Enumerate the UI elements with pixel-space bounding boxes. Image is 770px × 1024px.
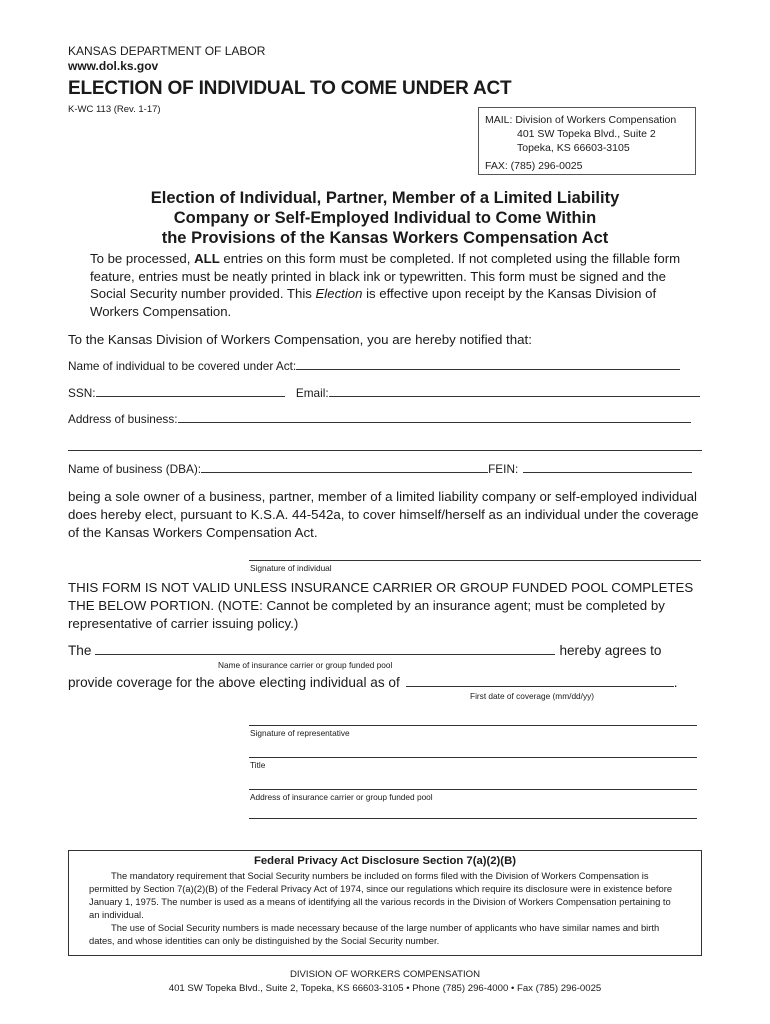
coverage-date-caption: First date of coverage (mm/dd/yy) [470, 691, 595, 701]
instructions-election: Election [315, 286, 363, 301]
address-input[interactable] [178, 412, 691, 423]
agency-website: www.dol.ks.gov [68, 59, 159, 73]
signature-representative-caption: Signature of representative [250, 728, 350, 738]
fein-input[interactable] [523, 462, 692, 473]
footer-contact: 401 SW Topeka Blvd., Suite 2, Topeka, KS 66603-3105 • Phone (785) 296-4000 • Fax (785) 296-0025 [168, 983, 602, 994]
title-caption: Title [250, 760, 266, 770]
instructions-text: To be processed, [90, 251, 195, 266]
ssn-input[interactable] [96, 386, 285, 397]
heading-line: Company or Self-Employed Individual to Come Within [173, 209, 597, 227]
footer-division: DIVISION OF WORKERS COMPENSATION [289, 969, 481, 980]
title-line[interactable] [249, 757, 697, 758]
privacy-paragraph: The mandatory requirement that Social Security numbers be included on forms filed with the Division of Workers Compensation is permitted by Section 7(a)(2)(B) of the Federal Privacy Act of 1974, since our regulations which require its disclosure were in existence before January 1, 1975. The number is used as a means of identifying all the various records in the Division of Workers Compensation pertaining to an individual. [89, 870, 673, 920]
name-field-row [68, 359, 680, 373]
coverage-date-input[interactable] [406, 675, 674, 687]
validity-warning: THIS FORM IS NOT VALID UNLESS INSURANCE CARRIER OR GROUP FUNDED POOL COMPLETES THE BELOW PORTION. (NOTE: Cannot be completed by an insurance agent; must be completed by representative of carrier issuing policy.) [68, 580, 694, 631]
form-heading [68, 188, 702, 248]
privacy-disclosure-box [68, 850, 702, 956]
carrier-agree-row [68, 643, 661, 658]
carrier-name-input[interactable] [95, 643, 555, 655]
privacy-title: Federal Privacy Act Disclosure Section 7(a)(2)(B) [253, 855, 516, 867]
instructions-text: entries on this form must be completed. If not completed using the fillable form feature, entries must be neatly printed in black ink or typewritten. This form must be signed and the Social Security number provided. This [90, 251, 681, 301]
heading-line: Election of Individual, Partner, Member of a Limited Liability [150, 189, 620, 207]
mail-address-box [478, 107, 696, 175]
election-statement: being a sole owner of a business, partner, member of a limited liability company or self-employed individual does hereby elect, pursuant to K.S.A. 44-542a, to cover himself/herself as an individual under the coverage of the Kansas Workers Compensation Act. [68, 489, 699, 540]
form-number: K-WC 113 (Rev. 1-17) [68, 104, 161, 115]
carrier-address-line2[interactable] [249, 818, 697, 819]
mail-city: Topeka, KS 66603-3105 [517, 142, 630, 154]
signature-representative-line[interactable] [249, 725, 697, 726]
address-field-row [68, 412, 691, 426]
mail-street: 401 SW Topeka Blvd., Suite 2 [517, 128, 656, 140]
address-input-line2[interactable] [68, 450, 702, 451]
heading-line: the Provisions of the Kansas Workers Compensation Act [161, 229, 609, 247]
name-label: Name of individual to be covered under Act: [68, 359, 297, 373]
fax-number: FAX: (785) 296-0025 [485, 160, 583, 172]
form-title: ELECTION OF INDIVIDUAL TO COME UNDER ACT [68, 78, 512, 99]
mail-line: MAIL: Division of Workers Compensation [485, 114, 677, 126]
signature-individual-line[interactable] [249, 560, 701, 561]
ssn-email-row [68, 386, 700, 400]
carrier-name-caption: Name of insurance carrier or group funded pool [218, 660, 393, 670]
business-name-label: Name of business (DBA): [68, 462, 202, 476]
instructions-text: is effective upon receipt by the Kansas Division of Workers Compensation. [90, 286, 657, 319]
notice-text: To the Kansas Division of Workers Compensation, you are hereby notified that: [68, 332, 532, 347]
ssn-label: SSN: [68, 386, 96, 400]
privacy-text [89, 869, 681, 947]
signature-individual-caption: Signature of individual [250, 563, 332, 573]
agency-name: KANSAS DEPARTMENT OF LABOR [68, 44, 266, 58]
coverage-period: . [673, 675, 678, 690]
carrier-address-caption: Address of insurance carrier or group funded pool [250, 792, 433, 802]
instructions-paragraph [90, 250, 695, 320]
name-input[interactable] [296, 359, 680, 370]
fein-label: FEIN: [488, 462, 519, 476]
carrier-agrees-label: hereby agrees to [559, 643, 662, 658]
coverage-text: provide coverage for the above electing individual as of [68, 675, 400, 690]
email-input[interactable] [329, 386, 700, 397]
carrier-the-label: The [68, 643, 92, 658]
carrier-address-line[interactable] [249, 789, 697, 790]
business-name-input[interactable] [201, 462, 488, 473]
business-fein-row [68, 462, 692, 476]
privacy-paragraph: The use of Social Security numbers is made necessary because of the large number of applicants who have similar names and birth dates, and whose identities can only be distinguished by the Social Security number. [89, 922, 660, 946]
coverage-row [68, 675, 678, 690]
address-label: Address of business: [68, 412, 178, 426]
instructions-all: ALL [194, 251, 220, 266]
email-label: Email: [295, 386, 329, 400]
